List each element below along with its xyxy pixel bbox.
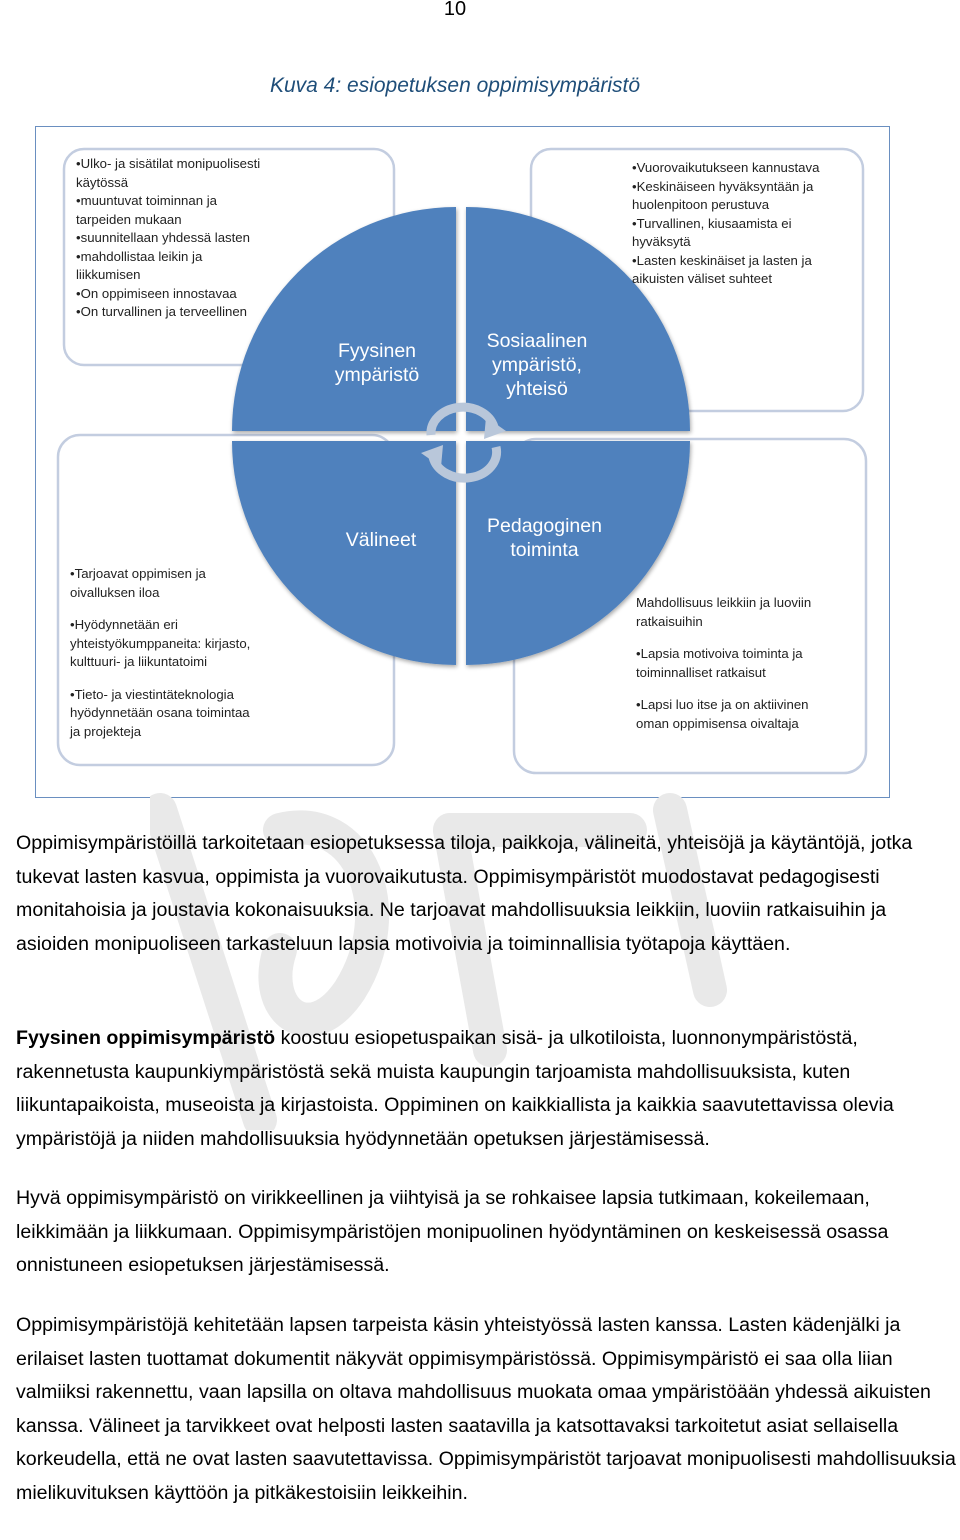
box-item: Mahdollisuus leikkiin ja luoviin ratkaisuihin: [636, 595, 812, 629]
figure-caption: Kuva 4: esiopetuksen oppimisympäristö: [269, 74, 641, 97]
box-item: •On oppimiseen innostavaa: [76, 285, 237, 301]
paragraph-4: Oppimisympäristöjä kehitetään lapsen tarpeista käsin yhteistyössä lasten kanssa. Lasten kädenjälki ja erilaiset lasten tuottamat dokumentit näkyvät oppimisympäristössä. Oppimisympäristö ei saa olla liian valmiiksi rakennettu, vaan lapsilla on oltava mahdollisuus muokata omaa ympäristöään yhdessä aikuisten kanssa. Välineet ja tarvikkeet ovat helposti lasten saatavilla ja katsottavaksi tarkoitetut asiat sellaisella korkeudella, että ne ovat lasten saavutettavissa. Oppimisympäristöt tarjoavat monipuolisesti mahdollisuuksia mielikuvituksen käyttöön ja pitkäkestoisiin leikkeihin.: [16, 1314, 956, 1504]
paragraph-2-rest: koostuu esiopetuspaikan sisä- ja ulkotiloista, luonnonympäristöstä, rakennetusta kaupunkiympäristöstä sekä muista kaupungin tarjoamista mahdollisuuksista, kuten liikuntapaikoista, museoista ja kirjastoista. Oppiminen on kaikkiallista ja kaikkia saavutettavissa olevia ympäristöjä ja niiden mahdollisuuksia hyödynnetään opetuksen järjestämisessä.: [16, 1027, 894, 1150]
box-item: •On turvallinen ja terveellinen: [76, 304, 248, 319]
quadrant-label-sosiaalinen: Sosiaalinen ympäristö, yhteisö: [486, 330, 588, 400]
box-text-top-left: [76, 155, 326, 322]
box-text-top-right: [632, 159, 862, 289]
box-item: •Hyödynnetään eri yhteistyökumppaneita: kirjasto, kulttuuri- ja liikuntatoimi: [70, 617, 251, 669]
box-text-bottom-right: [636, 594, 862, 733]
box-item: •Lasten keskinäiset ja lasten ja aikuisten väliset suhteet: [632, 252, 812, 286]
paragraph-2: [16, 1022, 956, 1156]
box-item: •Turvallinen, kiusaamista ei hyväksytä: [632, 215, 792, 249]
learning-environment-diagram: [35, 126, 890, 798]
box-item: •muuntuvat toiminnan ja tarpeiden mukaan: [76, 193, 217, 227]
box-item: •Tarjoavat oppimisen ja oivalluksen iloa: [70, 566, 206, 600]
paragraph-3: Hyvä oppimisympäristö on virikkeellinen ja viihtyisä ja se rohkaisee lapsia tutkimaan, kokeilemaan, leikkimään ja liikkumaan. Oppimisympäristöjen monipuolinen hyödyntäminen on keskeisessä osassa onnistuneen esiopetuksen järjestämisessä.: [16, 1187, 889, 1277]
box-item: •Keskinäiseen hyväksyntään ja huolenpitoon perustuva: [632, 178, 814, 212]
box-item: •suunnitellaan yhdessä lasten: [76, 230, 250, 245]
box-item: •Ulko- ja sisätilat monipuolisesti käytössä: [76, 156, 261, 190]
paragraph-2-bold: Fyysinen oppimisympäristö: [16, 1027, 276, 1049]
box-item: •mahdollistaa leikin ja liikkumisen: [76, 248, 203, 282]
quadrant-label-fyysinen: Fyysinen ympäristö: [334, 340, 420, 386]
quadrant-label-pedagoginen: Pedagoginen toiminta: [487, 515, 602, 561]
box-item: •Lapsi luo itse ja on aktiivinen oman oppimisensa oivaltaja: [636, 697, 809, 731]
page-number: 10: [443, 0, 467, 20]
box-item: •Tieto- ja viestintäteknologia hyödynnetään osana toimintaa ja projekteja: [70, 686, 250, 739]
paragraph-1: Oppimisympäristöillä tarkoitetaan esiopetuksessa tiloja, paikkoja, välineitä, yhteisöjä ja käytäntöjä, jotka tukevat lasten kasvua, oppimista ja vuorovaikutusta. Oppimisympäristöt muodostavat pedagogisesti monitahoisia ja joustavia kokonaisuuksia. Ne tarjoavat mahdollisuuksia leikkiin, luoviin ratkaisuihin ja asioiden monipuoliseen tarkasteluun lapsia motivoivia ja toiminnallisia työtapoja käyttäen.: [16, 832, 913, 955]
box-text-bottom-left: [70, 565, 310, 741]
quadrant-label-valineet: Välineet: [345, 529, 417, 551]
box-item: •Lapsia motivoiva toiminta ja toiminnalliset ratkaisut: [636, 646, 803, 680]
box-item: •Vuorovaikutukseen kannustava: [632, 160, 820, 175]
